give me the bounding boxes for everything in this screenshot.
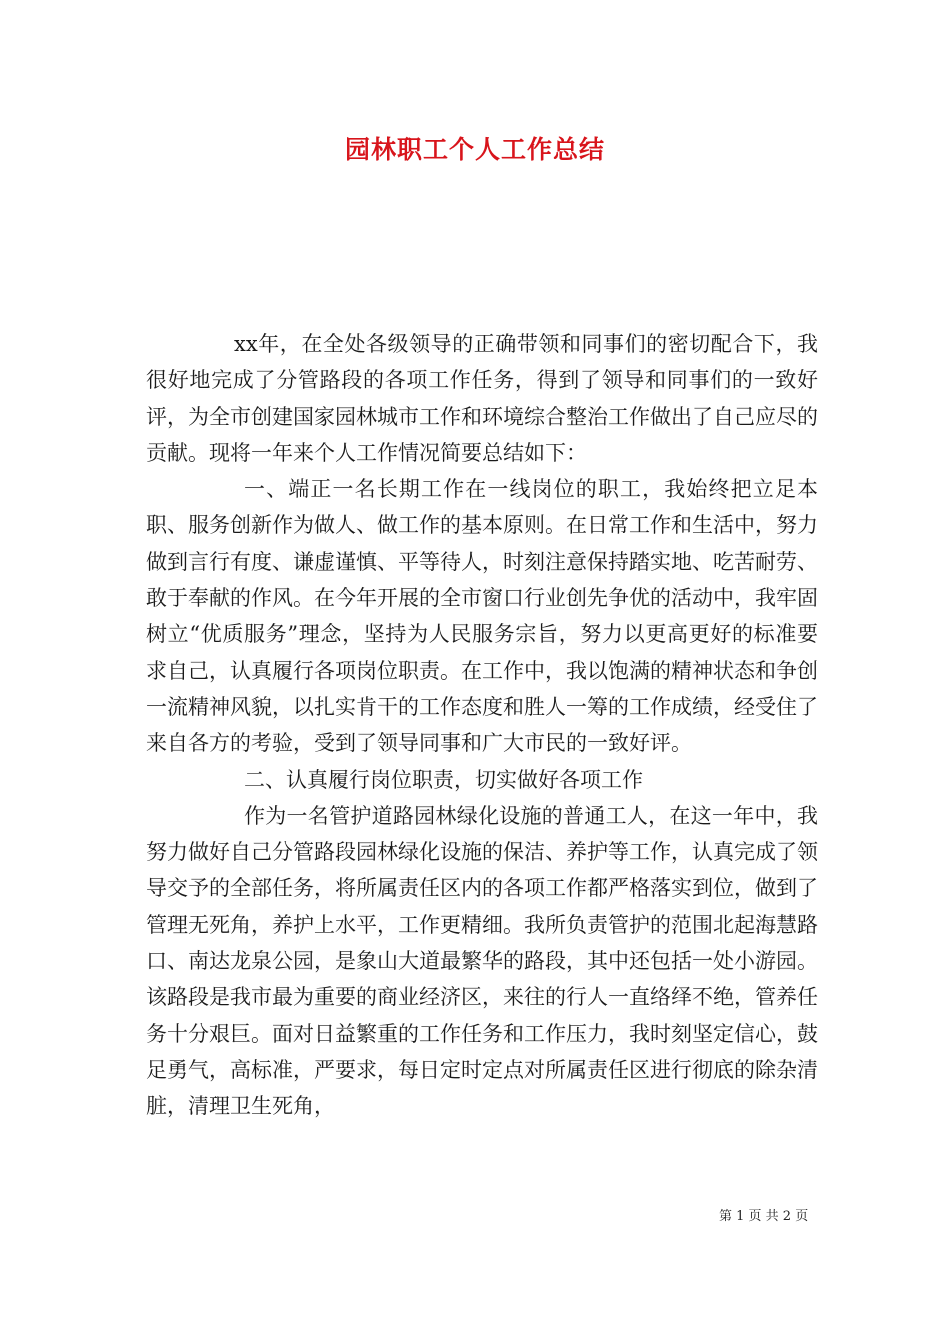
document-body [146, 326, 818, 1125]
paragraph-intro: xx年，在全处各级领导的正确带领和同事们的密切配合下，我很好地完成了分管路段的各项工作任务，得到了领导和同事们的一致好评，为全市创建国家园林城市工作和环境综合整治工作做出了自己应尽的贡献。现将一年来个人工作情况简要总结如下： [146, 332, 818, 465]
document-title-text: 园林职工个人工作总结 [344, 135, 605, 164]
section-heading-two: 二、认真履行岗位职责，切实做好各项工作 [244, 767, 643, 792]
paragraph-section-two: 作为一名管护道路园林绿化设施的普通工人，在这一年中，我努力做好自己分管路段园林绿化设施的保洁、养护等工作，认真完成了领导交予的全部任务，将所属责任区内的各项工作都严格落实到位，做到了管理无死角，养护上水平，工作更精细。我所负责管护的范围北起海慧路口、南达龙泉公园，是象山大道最繁华的路段，其中还包括一处小游园。该路段是我市最为重要的商业经济区，来往的行人一直络绎不绝，管养任务十分艰巨。面对日益繁重的工作任务和工作压力，我时刻坚定信心，鼓足勇气，高标准，严要求，每日定时定点对所属责任区进行彻底的除杂清脏，清理卫生死角， [146, 803, 818, 1119]
page-number: 第 1 页 共 2 页 [719, 1209, 809, 1224]
paragraph-section-one: 一、端正一名长期工作在一线岗位的职工，我始终把立足本职、服务创新作为做人、做工作的基本原则。在日常工作和生活中，努力做到言行有度、谦虚谨慎、平等待人，时刻注意保持踏实地、吃苦耐劳、敢于奉献的作风。在今年开展的全市窗口行业创先争优的活动中，我牢固树立“优质服务”理念，坚持为人民服务宗旨，努力以更高更好的标准要求自己，认真履行各项岗位职责。在工作中，我以饱满的精神状态和争创一流精神风貌，以扎实肯干的工作态度和胜人一筹的工作成绩，经受住了来自各方的考验，受到了领导同事和广大市民的一致好评。 [146, 477, 818, 756]
document-title [0, 130, 950, 166]
